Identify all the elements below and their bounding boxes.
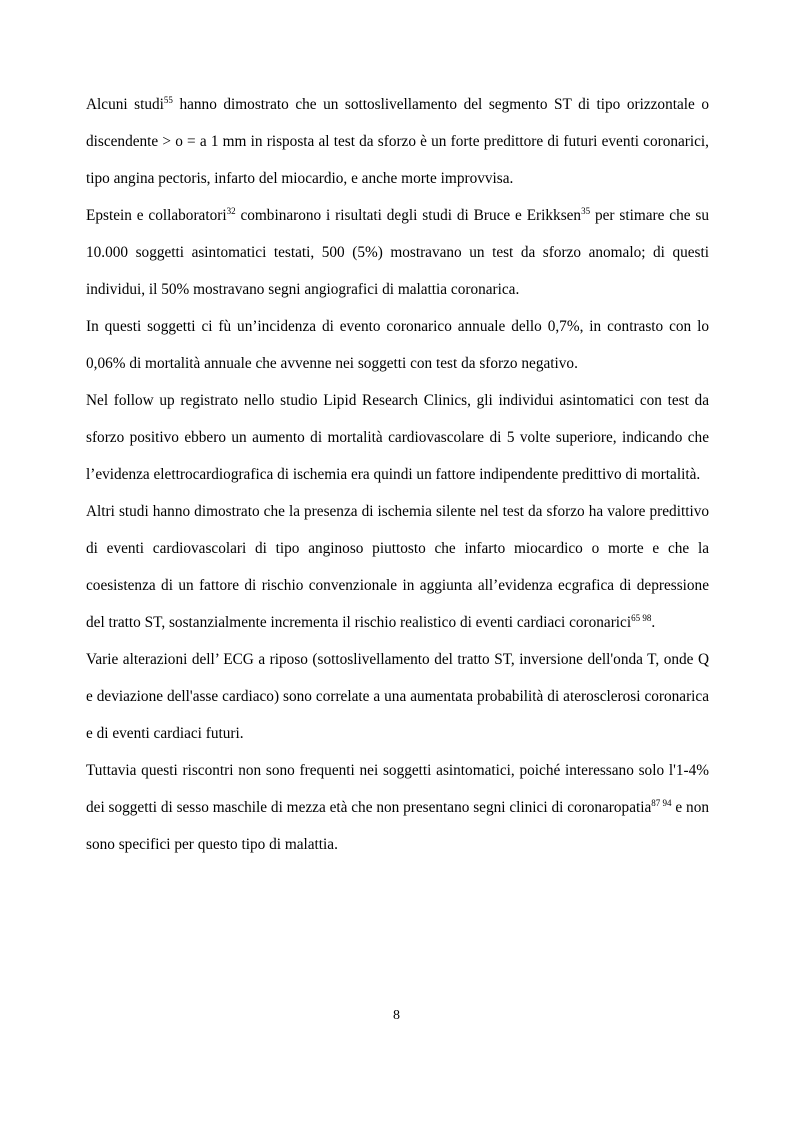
- text: Tuttavia questi riscontri non sono frequenti nei soggetti asintomatici, poiché interessano solo l'1-4% dei soggetti di sesso maschile di mezza età che non presentano segni clinici di coronaropatia: [86, 762, 709, 816]
- text: e non sono specifici per questo tipo di malattia.: [86, 799, 709, 853]
- paragraph-4: [86, 382, 709, 493]
- text: combinarono i risultati degli studi di Bruce e Erikksen: [235, 207, 582, 224]
- text: Nel follow up registrato nello studio Lipid Research Clinics, gli individui asintomatici con test da sforzo positivo ebbero un aumento di mortalità cardiovascolare di 5 volte superiore, indicando che l’evidenza elettrocardiografica di ischemia era quindi un fattore indipendente predittivo di mortalità.: [86, 392, 709, 483]
- paragraph-5: [86, 493, 709, 641]
- paragraph-2: [86, 197, 709, 308]
- paragraph-3: [86, 308, 709, 382]
- paragraph-6: [86, 641, 709, 752]
- text: per stimare che su 10.000 soggetti asintomatici testati, 500 (5%) mostravano un test da sforzo anomalo; di questi individui, il 50% mostravano segni angiografici di malattia coronarica.: [86, 207, 709, 298]
- citation-superscript: 35: [581, 206, 591, 216]
- page-number: 8: [393, 1008, 400, 1023]
- text: Alcuni studi: [86, 96, 164, 113]
- citation-superscript: 87 94: [651, 798, 672, 808]
- citation-superscript: 55: [163, 95, 173, 105]
- text: Varie alterazioni dell’ ECG a riposo (sottoslivellamento del tratto ST, inversione dell'onda T, onde Q e deviazione dell'asse cardiaco) sono correlate a una aumentata probabilità di aterosclerosi coronarica e di eventi cardiaci futuri.: [86, 651, 709, 742]
- text: Epstein e collaboratori: [86, 207, 227, 224]
- citation-superscript: 32: [226, 206, 236, 216]
- citation-superscript: 65 98: [631, 613, 652, 623]
- text: hanno dimostrato che un sottoslivellamento del segmento ST di tipo orizzontale o discendente > o = a 1 mm in risposta al test da sforzo è un forte predittore di futuri eventi coronarici, tipo angina pectoris, infarto del miocardio, e anche morte improvvisa.: [86, 96, 709, 187]
- document-body: [86, 86, 709, 863]
- text: In questi soggetti ci fù un’incidenza di evento coronarico annuale dello 0,7%, in contrasto con lo 0,06% di mortalità annuale che avvenne nei soggetti con test da sforzo negativo.: [86, 318, 709, 372]
- paragraph-1: [86, 86, 709, 197]
- text: .: [651, 614, 656, 631]
- text: Altri studi hanno dimostrato che la presenza di ischemia silente nel test da sforzo ha valore predittivo di eventi cardiovascolari di tipo anginoso piuttosto che infarto miocardico o morte e che la coesistenza di un fattore di rischio convenzionale in aggiunta all’evidenza ecgrafica di depressione del tratto ST, sostanzialmente incrementa il rischio realistico di eventi cardiaci coronarici: [86, 503, 709, 631]
- paragraph-7: [86, 752, 709, 863]
